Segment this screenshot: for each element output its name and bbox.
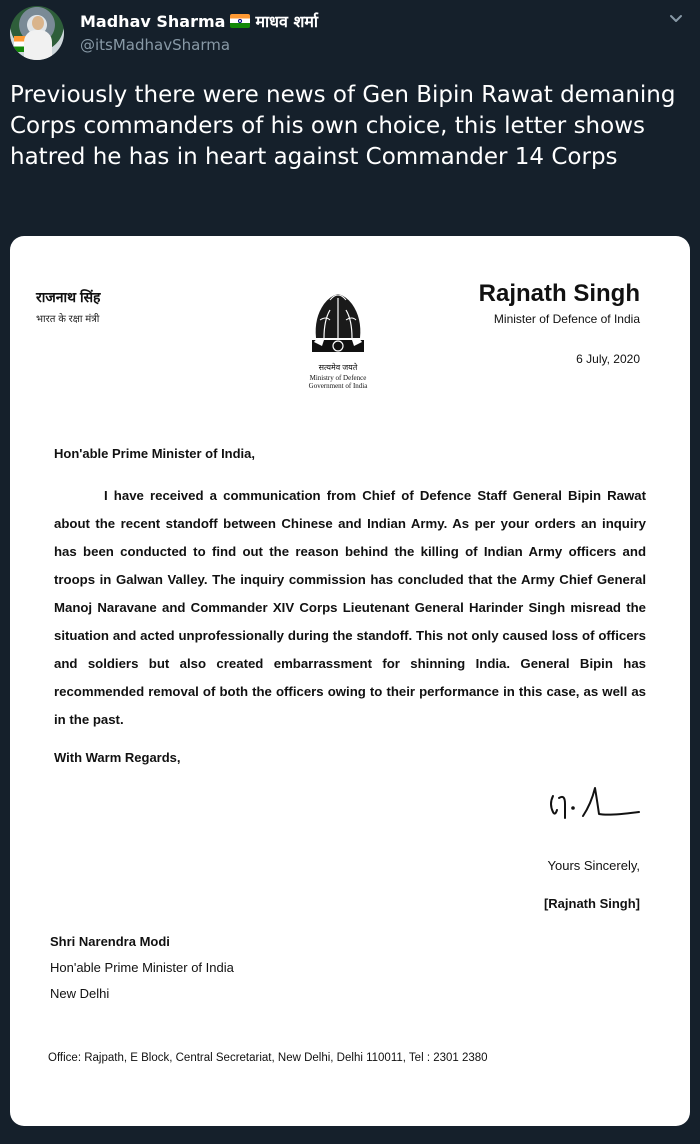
avatar[interactable]	[10, 6, 64, 60]
national-emblem-icon	[302, 280, 374, 360]
india-flag-icon	[230, 14, 250, 28]
display-name[interactable]: Madhav Sharma	[80, 11, 226, 31]
letterhead-hindi-title: भारत के रक्षा मंत्री	[36, 314, 100, 325]
user-handle[interactable]: @itsMadhavSharma	[80, 36, 231, 54]
addressee-title: Hon'able Prime Minister of India	[50, 960, 234, 975]
avatar-figure	[24, 30, 52, 60]
letterhead-hindi-name: राजनाथ सिंह	[36, 289, 101, 305]
display-name-row	[80, 10, 318, 32]
letter-closing: With Warm Regards,	[54, 750, 181, 765]
letter-date: 6 July, 2020	[576, 352, 640, 366]
letterhead-english-title: Minister of Defence of India	[493, 312, 640, 326]
display-name-hindi[interactable]: माधव शर्मा	[255, 12, 319, 31]
tweet-text: Previously there were news of Gen Bipin Rawat demaning Corps commanders of his own choice, this letter shows hatred he has in heart against Commander 14 Corps	[10, 82, 676, 170]
letterhead-english-name: Rajnath Singh	[478, 280, 640, 307]
letter-salutation: Hon'able Prime Minister of India,	[54, 446, 256, 461]
letter-document	[10, 236, 690, 1126]
letter-sign-off: Yours Sincerely,	[547, 858, 640, 873]
tweet-header	[10, 4, 690, 60]
letter-signatory: [Rajnath Singh]	[543, 896, 640, 911]
chevron-down-icon[interactable]	[666, 8, 686, 28]
emblem-ministry: Ministry of Defence	[309, 374, 367, 382]
addressee-name: Shri Narendra Modi	[50, 934, 170, 949]
letter-body-text: I have received a communication from Chief of Defence Staff General Bipin Rawat about the recent standoff between Chinese and Indian Army. As per your orders an inquiry has been conducted to find out the reason behind the killing of Indian Army officers and troops in Galwan Valley. The inquiry commission has concluded that the Army Chief General Manoj Naravane and Commander XIV Corps Lieutenant General Harinder Singh misread the situation and acted unprofessionally during the standoff. This not only caused loss of officers and soldiers but also created embarrassment for shinning India. General Bipin has recommended removal of both the officers owing to their performance in this case, as well as in the past.	[54, 488, 646, 727]
emblem-government: Government of India	[308, 382, 368, 390]
tweet-media-image[interactable]	[10, 236, 690, 1126]
letter-body	[54, 482, 646, 734]
avatar-head	[32, 16, 44, 30]
handwritten-signature	[545, 784, 645, 828]
addressee-city: New Delhi	[50, 986, 110, 1001]
emblem-motto: सत्यमेव जयते	[318, 363, 358, 372]
office-address: Office: Rajpath, E Block, Central Secretariat, New Delhi, Delhi 110011, Tel : 2301 2380	[48, 1052, 488, 1064]
